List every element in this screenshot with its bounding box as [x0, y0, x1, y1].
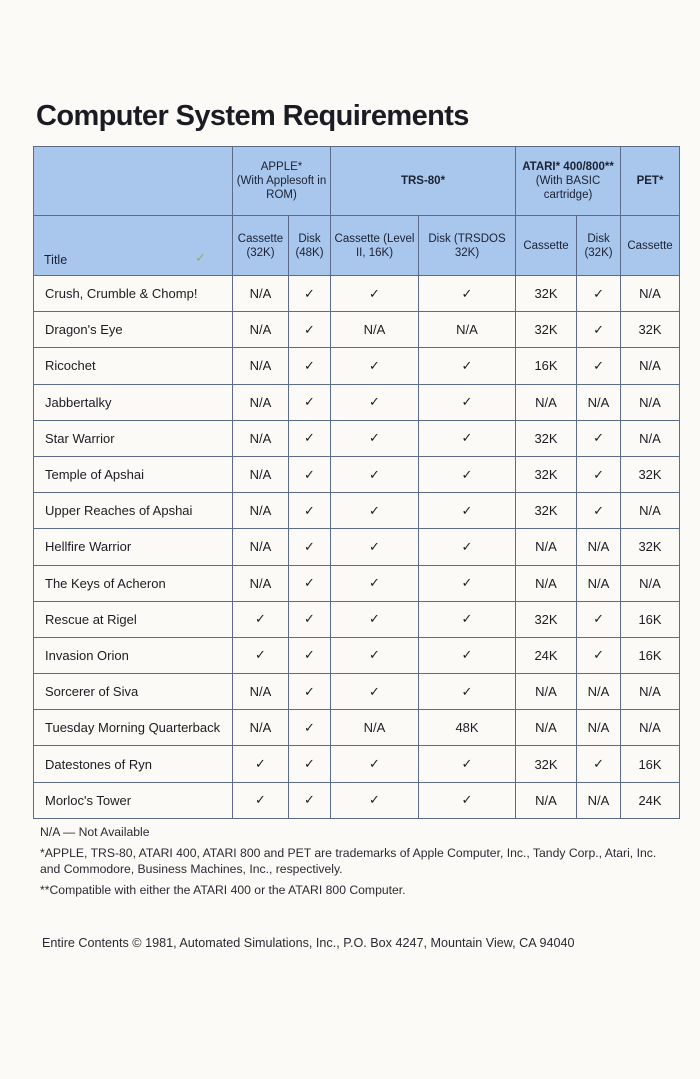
footnote-compatibility: **Compatible with either the ATARI 400 or the ATARI 800 Computer. — [40, 883, 406, 897]
footnotes — [40, 824, 660, 903]
check-mark-icon: ✓ — [419, 565, 516, 601]
check-mark-icon: ✓ — [289, 312, 331, 348]
check-mark-icon: ✓ — [289, 493, 331, 529]
requirement-value: 48K — [419, 710, 516, 746]
table-row — [34, 348, 680, 384]
game-title: Dragon's Eye — [34, 312, 233, 348]
table-row — [34, 746, 680, 782]
game-title: Jabbertalky — [34, 384, 233, 420]
check-mark-icon: ✓ — [577, 637, 621, 673]
requirement-value: 16K — [621, 601, 680, 637]
check-mark-icon: ✓ — [419, 601, 516, 637]
requirement-value: N/A — [419, 312, 516, 348]
check-mark-icon: ✓ — [419, 782, 516, 818]
check-mark-icon: ✓ — [289, 420, 331, 456]
trs80-disk-header: Disk (TRSDOS 32K) — [419, 216, 516, 276]
apple-cassette-header: Cassette (32K) — [233, 216, 289, 276]
check-mark-icon: ✓ — [195, 250, 206, 265]
requirement-value: N/A — [233, 312, 289, 348]
trs80-name: TRS-80* — [400, 175, 446, 187]
pet-header — [621, 147, 680, 216]
requirement-value: 16K — [516, 348, 577, 384]
title-column-header — [34, 216, 233, 276]
check-mark-icon: ✓ — [289, 565, 331, 601]
check-mark-icon: ✓ — [577, 276, 621, 312]
system-requirements-table — [33, 146, 680, 819]
requirement-value: 16K — [621, 746, 680, 782]
check-mark-icon: ✓ — [233, 746, 289, 782]
requirement-value: N/A — [233, 529, 289, 565]
requirement-value: 24K — [516, 637, 577, 673]
check-mark-icon: ✓ — [331, 637, 419, 673]
apple-disk-header: Disk (48K) — [289, 216, 331, 276]
table-row — [34, 384, 680, 420]
apple-name: APPLE* — [260, 161, 303, 173]
check-mark-icon: ✓ — [331, 674, 419, 710]
check-mark-icon: ✓ — [331, 420, 419, 456]
requirement-value: 32K — [516, 420, 577, 456]
check-mark-icon: ✓ — [577, 456, 621, 492]
requirement-value: 16K — [621, 637, 680, 673]
check-mark-icon: ✓ — [419, 637, 516, 673]
check-mark-icon: ✓ — [289, 384, 331, 420]
requirement-value: N/A — [621, 674, 680, 710]
check-mark-icon: ✓ — [331, 601, 419, 637]
system-group-header-row — [34, 147, 680, 216]
check-mark-icon: ✓ — [289, 746, 331, 782]
game-title: Rescue at Rigel — [34, 601, 233, 637]
game-title: Upper Reaches of Apshai — [34, 493, 233, 529]
atari-header — [516, 147, 621, 216]
requirement-value: N/A — [233, 348, 289, 384]
footnote-not-available: N/A — Not Available — [40, 825, 150, 839]
pet-name: PET* — [636, 175, 664, 187]
trs80-header — [331, 147, 516, 216]
title-group-header — [34, 147, 233, 216]
game-title: Morloc's Tower — [34, 782, 233, 818]
page-title: Computer System Requirements — [36, 100, 469, 132]
requirement-value: N/A — [331, 710, 419, 746]
requirement-value: 32K — [516, 276, 577, 312]
requirement-value: N/A — [516, 384, 577, 420]
requirement-value: N/A — [233, 493, 289, 529]
check-mark-icon: ✓ — [577, 601, 621, 637]
requirement-value: N/A — [577, 529, 621, 565]
requirement-value: 32K — [621, 456, 680, 492]
game-title: Star Warrior — [34, 420, 233, 456]
requirements-body — [34, 276, 680, 819]
requirement-value: N/A — [516, 565, 577, 601]
check-mark-icon: ✓ — [331, 746, 419, 782]
requirement-value: 32K — [516, 493, 577, 529]
game-title: Hellfire Warrior — [34, 529, 233, 565]
requirement-value: N/A — [621, 710, 680, 746]
title-header-label: Title — [44, 253, 68, 267]
check-mark-icon: ✓ — [419, 493, 516, 529]
requirement-value: N/A — [331, 312, 419, 348]
trs80-cassette-header: Cassette (Level II, 16K) — [331, 216, 419, 276]
check-mark-icon: ✓ — [289, 456, 331, 492]
check-mark-icon: ✓ — [331, 565, 419, 601]
check-mark-icon: ✓ — [419, 746, 516, 782]
requirement-value: N/A — [516, 529, 577, 565]
requirement-value: N/A — [577, 565, 621, 601]
requirement-value: N/A — [233, 710, 289, 746]
requirement-value: N/A — [577, 710, 621, 746]
check-mark-icon: ✓ — [289, 710, 331, 746]
check-mark-icon: ✓ — [233, 601, 289, 637]
requirement-value: N/A — [233, 384, 289, 420]
pet-cassette-header: Cassette — [621, 216, 680, 276]
requirement-value: N/A — [621, 420, 680, 456]
game-title: Datestones of Ryn — [34, 746, 233, 782]
requirement-value: N/A — [621, 276, 680, 312]
requirement-value: N/A — [233, 674, 289, 710]
game-title: Crush, Crumble & Chomp! — [34, 276, 233, 312]
table-row — [34, 710, 680, 746]
check-mark-icon: ✓ — [233, 637, 289, 673]
check-mark-icon: ✓ — [289, 782, 331, 818]
table-row — [34, 456, 680, 492]
game-title: Invasion Orion — [34, 637, 233, 673]
apple-note: (With Applesoft in ROM) — [236, 175, 327, 201]
requirement-value: N/A — [621, 384, 680, 420]
check-mark-icon: ✓ — [289, 637, 331, 673]
game-title: Ricochet — [34, 348, 233, 384]
footnote-trademarks: *APPLE, TRS-80, ATARI 400, ATARI 800 and PET are trademarks of Apple Computer, Inc., Tandy Corp., Atari, Inc. and Commodore, Business Machines, Inc., respectively. — [40, 846, 657, 876]
requirement-value: N/A — [577, 384, 621, 420]
requirement-value: N/A — [233, 565, 289, 601]
requirement-value: 32K — [621, 312, 680, 348]
check-mark-icon: ✓ — [289, 276, 331, 312]
game-title: Tuesday Morning Quarterback — [34, 710, 233, 746]
requirement-value: 24K — [621, 782, 680, 818]
requirement-value: N/A — [621, 565, 680, 601]
atari-name: ATARI* 400/800** — [522, 161, 614, 173]
check-mark-icon: ✓ — [577, 493, 621, 529]
check-mark-icon: ✓ — [331, 456, 419, 492]
copyright-notice: Entire Contents © 1981, Automated Simulations, Inc., P.O. Box 4247, Mountain View, CA 94040 — [42, 936, 575, 950]
check-mark-icon: ✓ — [233, 782, 289, 818]
requirement-value: N/A — [577, 674, 621, 710]
table-row — [34, 420, 680, 456]
check-mark-icon: ✓ — [331, 384, 419, 420]
check-mark-icon: ✓ — [331, 782, 419, 818]
requirement-value: N/A — [621, 493, 680, 529]
requirement-value: 32K — [516, 312, 577, 348]
requirement-value: N/A — [516, 674, 577, 710]
requirement-value: 32K — [621, 529, 680, 565]
check-mark-icon: ✓ — [289, 348, 331, 384]
check-mark-icon: ✓ — [331, 529, 419, 565]
requirement-value: 32K — [516, 601, 577, 637]
check-mark-icon: ✓ — [419, 276, 516, 312]
requirement-value: N/A — [233, 456, 289, 492]
apple-header — [233, 147, 331, 216]
requirement-value: N/A — [516, 710, 577, 746]
check-mark-icon: ✓ — [331, 276, 419, 312]
table-row — [34, 312, 680, 348]
requirement-value: 32K — [516, 456, 577, 492]
table-row — [34, 529, 680, 565]
requirement-value: N/A — [621, 348, 680, 384]
game-title: Temple of Apshai — [34, 456, 233, 492]
check-mark-icon: ✓ — [419, 384, 516, 420]
table-row — [34, 637, 680, 673]
check-mark-icon: ✓ — [289, 601, 331, 637]
game-title: Sorcerer of Siva — [34, 674, 233, 710]
requirement-value: N/A — [516, 782, 577, 818]
game-title: The Keys of Acheron — [34, 565, 233, 601]
check-mark-icon: ✓ — [577, 420, 621, 456]
check-mark-icon: ✓ — [577, 348, 621, 384]
check-mark-icon: ✓ — [289, 529, 331, 565]
table-row — [34, 276, 680, 312]
table-row — [34, 674, 680, 710]
table-row — [34, 782, 680, 818]
atari-note: (With BASIC cartridge) — [535, 175, 601, 201]
check-mark-icon: ✓ — [331, 348, 419, 384]
requirement-value: N/A — [577, 782, 621, 818]
table-row — [34, 601, 680, 637]
check-mark-icon: ✓ — [419, 456, 516, 492]
check-mark-icon: ✓ — [331, 493, 419, 529]
media-header-row — [34, 216, 680, 276]
requirement-value: 32K — [516, 746, 577, 782]
requirement-value: N/A — [233, 420, 289, 456]
check-mark-icon: ✓ — [419, 529, 516, 565]
check-mark-icon: ✓ — [289, 674, 331, 710]
check-mark-icon: ✓ — [577, 312, 621, 348]
atari-disk-header: Disk (32K) — [577, 216, 621, 276]
check-mark-icon: ✓ — [577, 746, 621, 782]
table-row — [34, 565, 680, 601]
check-mark-icon: ✓ — [419, 420, 516, 456]
requirement-value: N/A — [233, 276, 289, 312]
check-mark-icon: ✓ — [419, 348, 516, 384]
atari-cassette-header: Cassette — [516, 216, 577, 276]
table-row — [34, 493, 680, 529]
check-mark-icon: ✓ — [419, 674, 516, 710]
